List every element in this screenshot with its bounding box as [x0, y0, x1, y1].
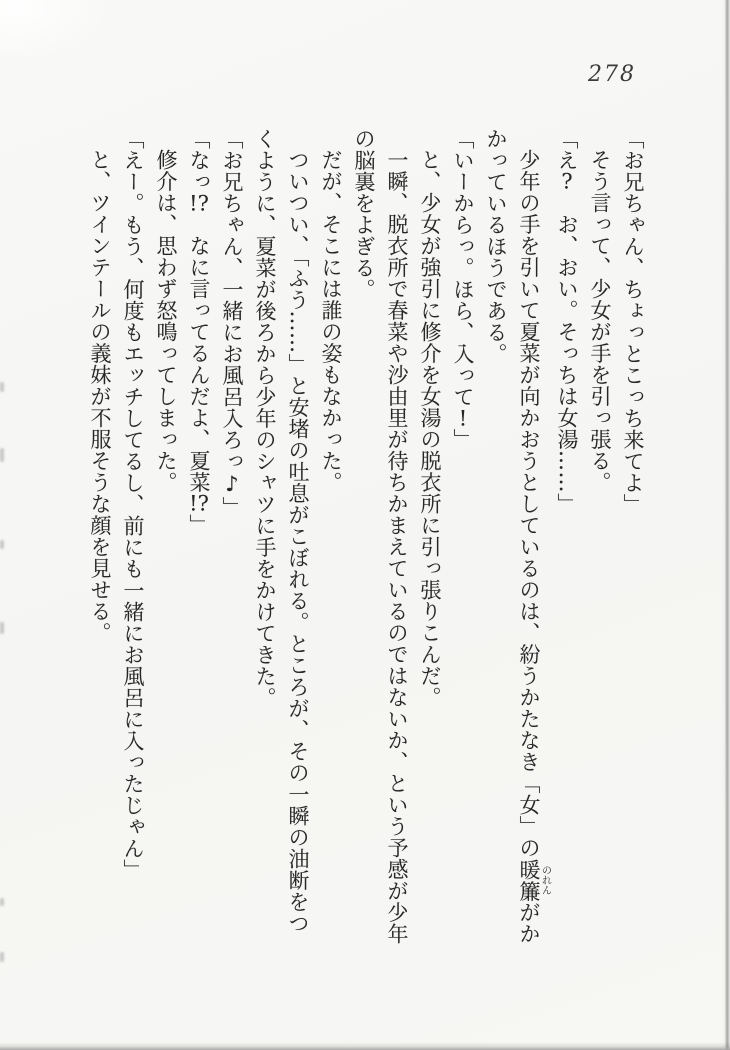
novel-text-block: [88, 128, 649, 948]
scan-edge-bottom: [0, 1042, 730, 1050]
paragraph-narration-8: だが、そこには誰の姿もなかった。: [319, 149, 343, 493]
text-segment: 「いーからっ。ほら、入って: [451, 128, 475, 408]
paragraph-dialogue-13: 「えー。もう、何度もエッチしてるし、前にも一緒にお風呂に入ったじゃん」: [121, 128, 145, 881]
paragraph-dialogue-1: 「お兄ちゃん、ちょっとこっち来てよ」: [621, 128, 645, 515]
paragraph-narration-12: 修介は、思わず怒鳴ってしまった。: [154, 149, 178, 493]
scan-speck: [0, 540, 4, 549]
paragraph-dialogue-10: 「お兄ちゃん、一緒にお風呂入ろっ♪」: [220, 128, 244, 518]
scan-edge-right: [722, 0, 730, 1050]
ruby-base: 暖簾: [517, 858, 541, 902]
text-segment: 」: [187, 514, 211, 536]
tatechuyoko-interrobang: !?: [189, 192, 209, 214]
tatechuyoko-exclamation-mark: !: [458, 407, 468, 429]
text-segment: なに言ってるんだよ、夏菜: [187, 213, 211, 493]
text-segment: 「え: [555, 128, 579, 171]
page-number: 278: [588, 62, 636, 87]
paragraph-narration-9: ついつい、「ふう……」と安堵の吐息がこぼれる。ところが、その一瞬の油断をつくように、夏菜が後ろから少年のシャツに手をかけてきた。: [253, 128, 310, 934]
scan-speck: [0, 952, 4, 962]
text-segment: がかかっているほうである。: [484, 128, 541, 945]
ruby-noren: [517, 858, 551, 902]
paragraph-dialogue-11: [182, 128, 215, 948]
paragraph-narration-2: そう言って、少女が手を引っ張る。: [588, 149, 612, 493]
scan-speck: [0, 448, 4, 462]
scan-speck: [0, 622, 4, 634]
paragraph-narration-14: と、ツインテールの義妹が不服そうな顔を見せる。: [88, 149, 112, 644]
paragraph-dialogue-3: [550, 128, 583, 948]
scan-speck: [0, 382, 4, 392]
text-segment: 少年の手を引いて夏菜が向かおうとしているのは、紛うかたなき「女」の: [517, 149, 541, 859]
scan-speck: [0, 898, 4, 906]
tatechuyoko-question-mark: ?: [561, 171, 573, 192]
furigana: のれん: [539, 858, 551, 902]
tatechuyoko-interrobang: !?: [189, 493, 209, 514]
text-segment: 「なっ: [187, 128, 211, 193]
paragraph-narration-4: [479, 128, 550, 948]
paragraph-narration-6: と、少女が強引に修介を女湯の脱衣所に引っ張りこんだ。: [418, 149, 442, 708]
text-segment: 」: [451, 428, 475, 450]
paragraph-dialogue-5: [446, 128, 479, 948]
paragraph-narration-7: 一瞬、脱衣所で春菜や沙由里が待ちかまえているのではないか、という予感が少年の脳裏をよぎる。: [352, 128, 409, 945]
text-segment: お、おい。そっちは女湯……」: [555, 192, 579, 515]
